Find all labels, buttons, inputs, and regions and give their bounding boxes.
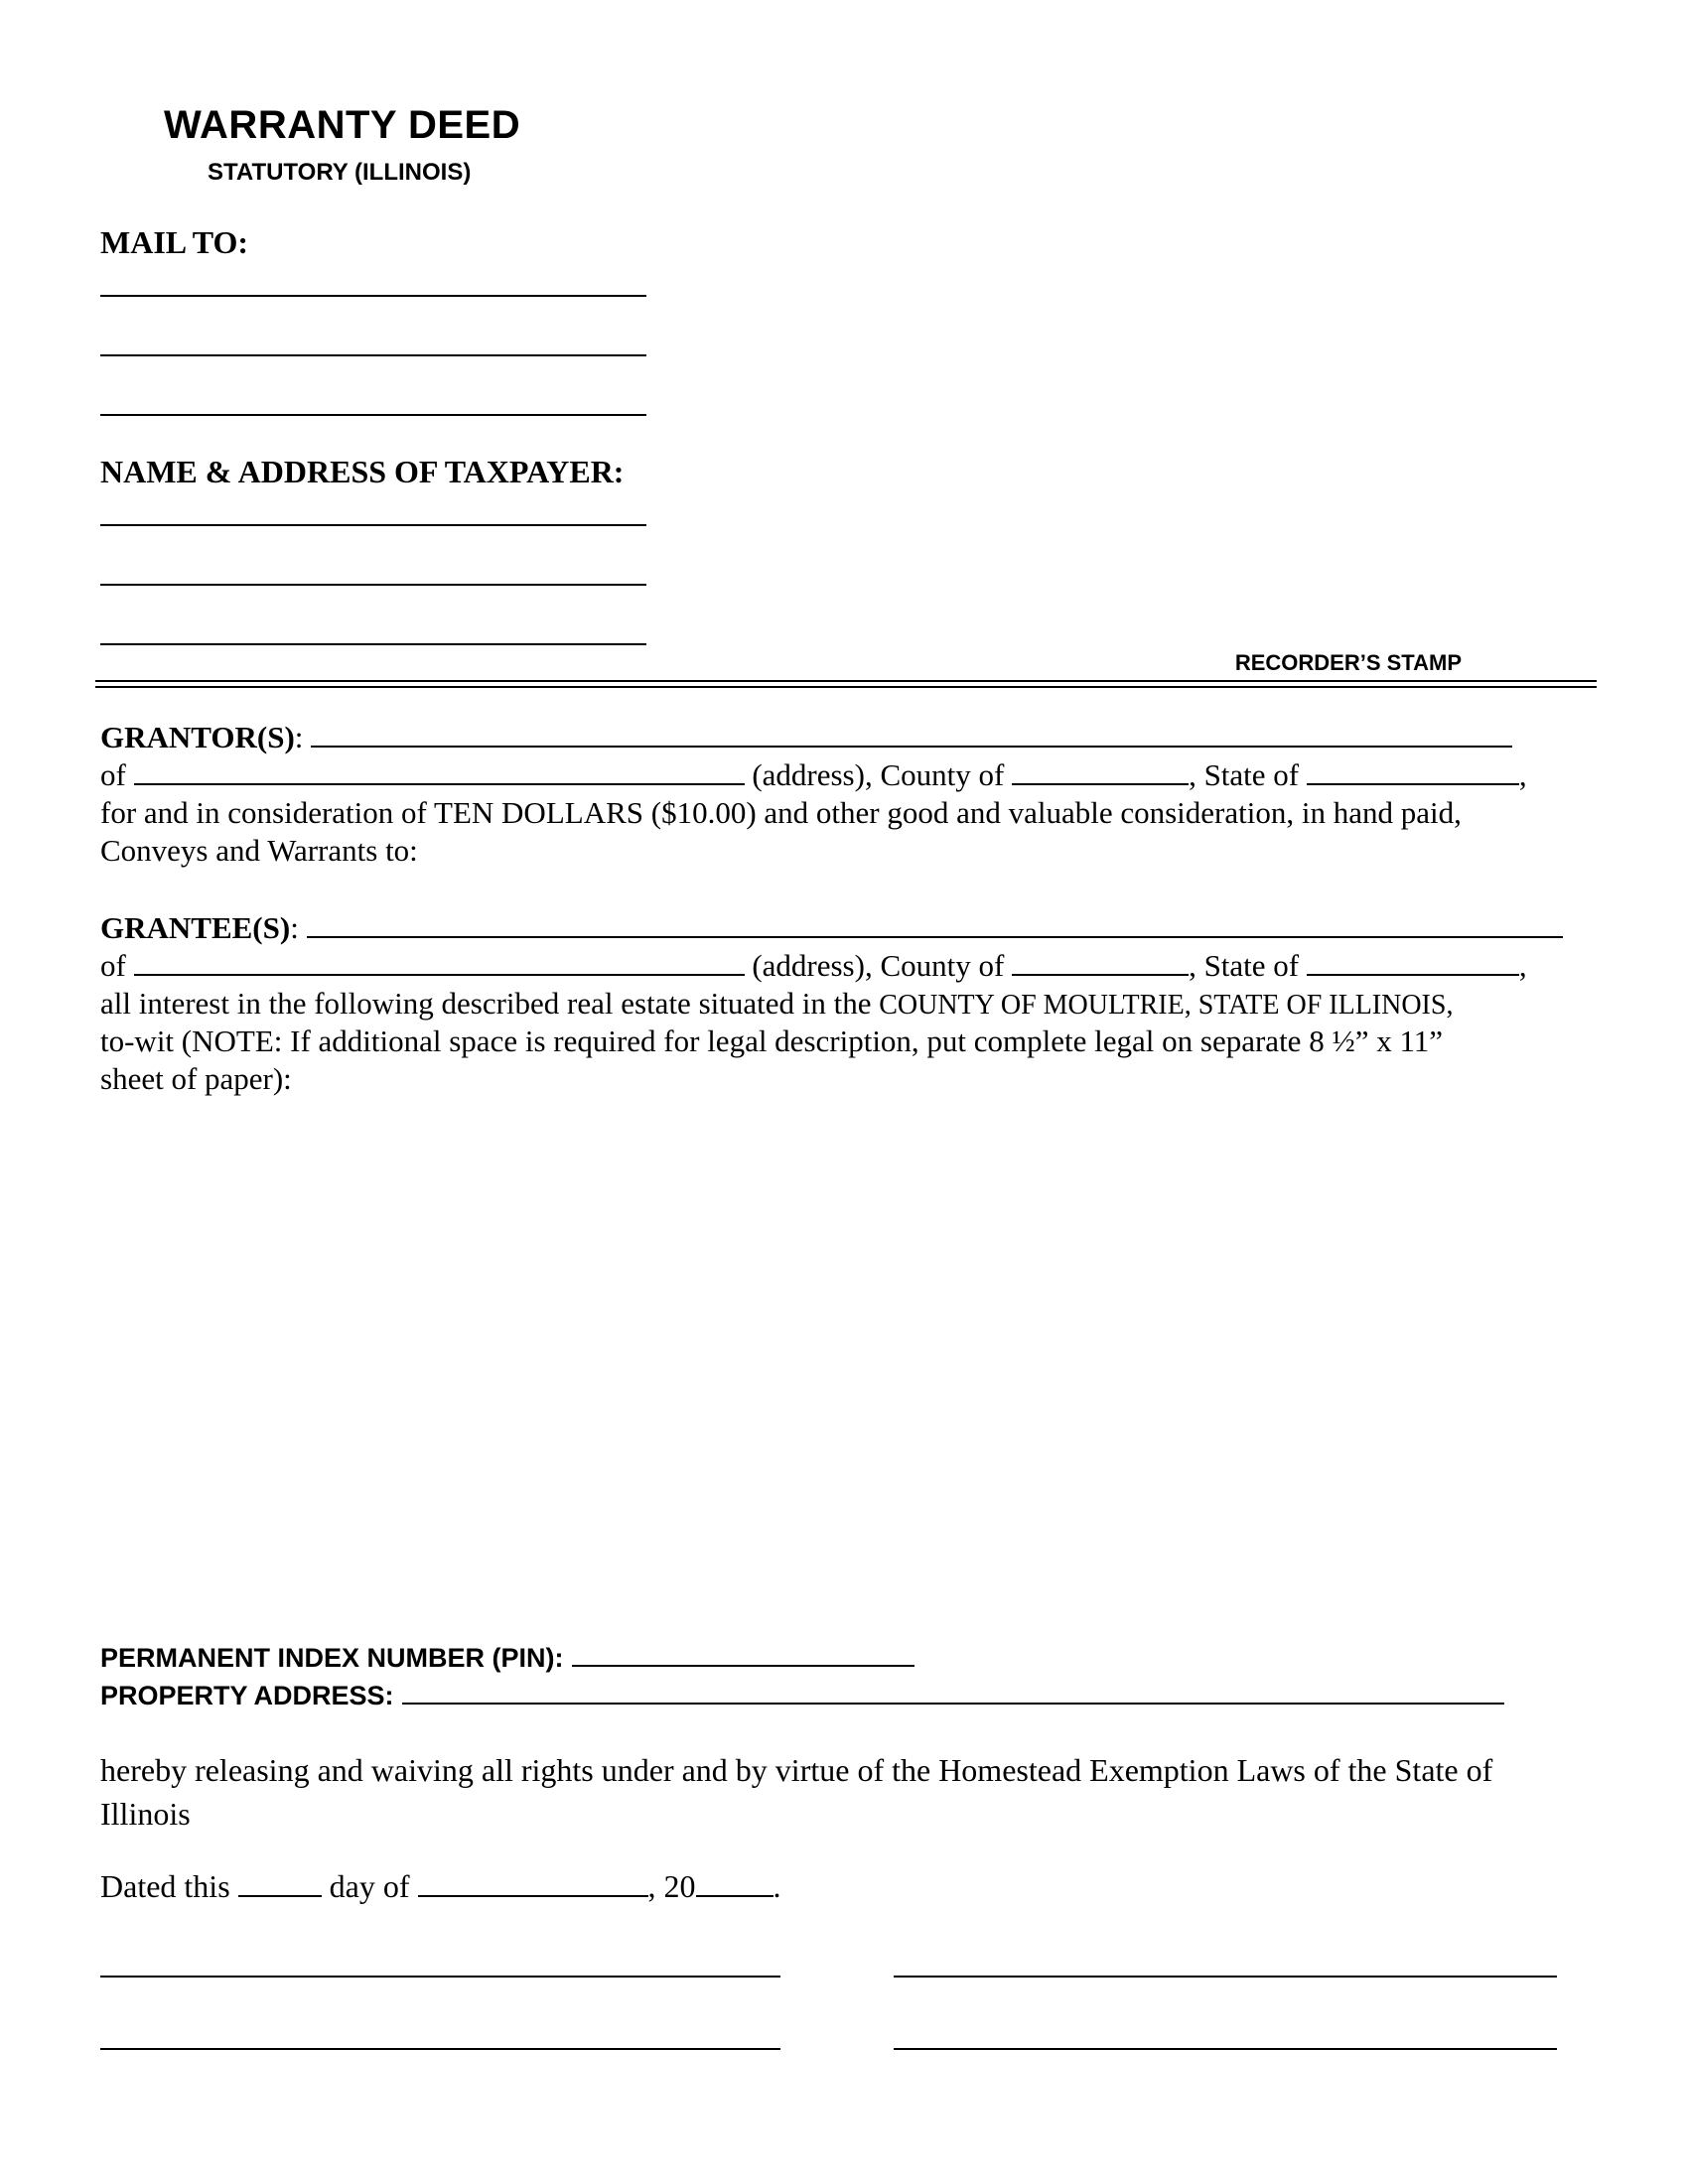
- grantor-colon: :: [294, 720, 304, 754]
- grantee-label: GRANTEE(S): [100, 910, 291, 945]
- grantee-address-row: [100, 947, 1570, 985]
- taxpayer-line-2[interactable]: [100, 584, 646, 586]
- grantor-name-row: [100, 719, 1570, 756]
- grantee-note-text: to-wit (NOTE: If additional space is required for legal description, put complete legal on separate 8 ½” x 11”: [100, 1024, 1444, 1058]
- document-subtitle: STATUTORY (ILLINOIS): [208, 159, 472, 186]
- grantee-name-row: [100, 909, 1570, 947]
- grantee-name-field[interactable]: [307, 910, 1563, 938]
- grantor-state-text: , State of: [1189, 757, 1300, 792]
- section-divider-top: [95, 680, 1597, 682]
- signature-line-right-2[interactable]: [894, 2048, 1557, 2050]
- homestead-line-2: Illinois: [100, 1796, 191, 1832]
- mail-to-line-3[interactable]: [100, 414, 646, 416]
- mail-to-line-1[interactable]: [100, 295, 646, 297]
- grantee-address-field[interactable]: [134, 948, 745, 976]
- recorders-stamp-label: RECORDER’S STAMP: [1234, 650, 1462, 675]
- section-divider-bottom: [95, 686, 1597, 688]
- legal-description-area[interactable]: [100, 1112, 1590, 1628]
- taxpayer-label: NAME & ADDRESS OF TAXPAYER:: [100, 454, 625, 489]
- grantor-state-field[interactable]: [1307, 757, 1519, 785]
- document-title: WARRANTY DEED: [164, 103, 521, 147]
- grantee-county-state-text: COUNTY OF MOULTRIE, STATE OF ILLINOIS,: [879, 990, 1454, 1021]
- grantee-address-text: (address), County of: [752, 948, 1005, 983]
- pin-label: PERMANENT INDEX NUMBER (PIN):: [100, 1643, 564, 1673]
- grantor-address-row: [100, 756, 1570, 794]
- grantee-comma: ,: [1518, 948, 1527, 983]
- dated-month-field[interactable]: [418, 1869, 648, 1897]
- dated-year-field[interactable]: [696, 1869, 774, 1897]
- grantor-county-field[interactable]: [1012, 757, 1189, 785]
- dated-prefix-text: Dated this: [100, 1868, 230, 1904]
- grantee-colon: :: [290, 910, 299, 945]
- signature-line-right-1[interactable]: [894, 1976, 1557, 1978]
- signature-line-left-2[interactable]: [100, 2048, 780, 2050]
- grantor-label: GRANTOR(S): [100, 720, 295, 754]
- homestead-line-1: hereby releasing and waiving all rights under and by virtue of the Homestead Exemption Laws of the State of: [100, 1752, 1493, 1788]
- grantor-name-field[interactable]: [311, 720, 1512, 748]
- grantor-conveys-text: Conveys and Warrants to:: [100, 833, 418, 868]
- signature-line-left-1[interactable]: [100, 1976, 780, 1978]
- dated-row: [100, 1864, 1570, 1908]
- grantee-interest-line: [100, 985, 1590, 1024]
- taxpayer-line-1[interactable]: [100, 524, 646, 526]
- grantor-address-field[interactable]: [134, 757, 745, 785]
- grantor-consideration-text: for and in consideration of TEN DOLLARS ($10.00) and other good and valuable consideration, in hand paid,: [100, 795, 1462, 830]
- dated-day-field[interactable]: [238, 1869, 322, 1897]
- grantor-comma: ,: [1518, 757, 1527, 792]
- grantor-address-text: (address), County of: [752, 757, 1005, 792]
- mail-to-label: MAIL TO:: [100, 224, 249, 260]
- grantee-county-field[interactable]: [1012, 948, 1189, 976]
- dated-period: .: [773, 1868, 781, 1904]
- dated-year-prefix-text: , 20: [647, 1868, 696, 1904]
- dated-day-of-text: day of: [329, 1868, 410, 1904]
- grantee-note-end-text: sheet of paper):: [100, 1061, 292, 1096]
- mail-to-line-2[interactable]: [100, 354, 646, 356]
- grantor-of-text: of: [100, 757, 126, 792]
- property-address-row: [100, 1676, 1570, 1714]
- pin-field[interactable]: [572, 1643, 914, 1667]
- grantee-state-text: , State of: [1189, 948, 1300, 983]
- property-address-field[interactable]: [402, 1681, 1504, 1705]
- grantee-of-text: of: [100, 948, 126, 983]
- pin-row: [100, 1638, 1570, 1677]
- property-address-label: PROPERTY ADDRESS:: [100, 1681, 394, 1710]
- grantee-interest-text: all interest in the following described real estate situated in the: [100, 986, 872, 1021]
- grantee-state-field[interactable]: [1307, 948, 1519, 976]
- taxpayer-line-3[interactable]: [100, 643, 646, 645]
